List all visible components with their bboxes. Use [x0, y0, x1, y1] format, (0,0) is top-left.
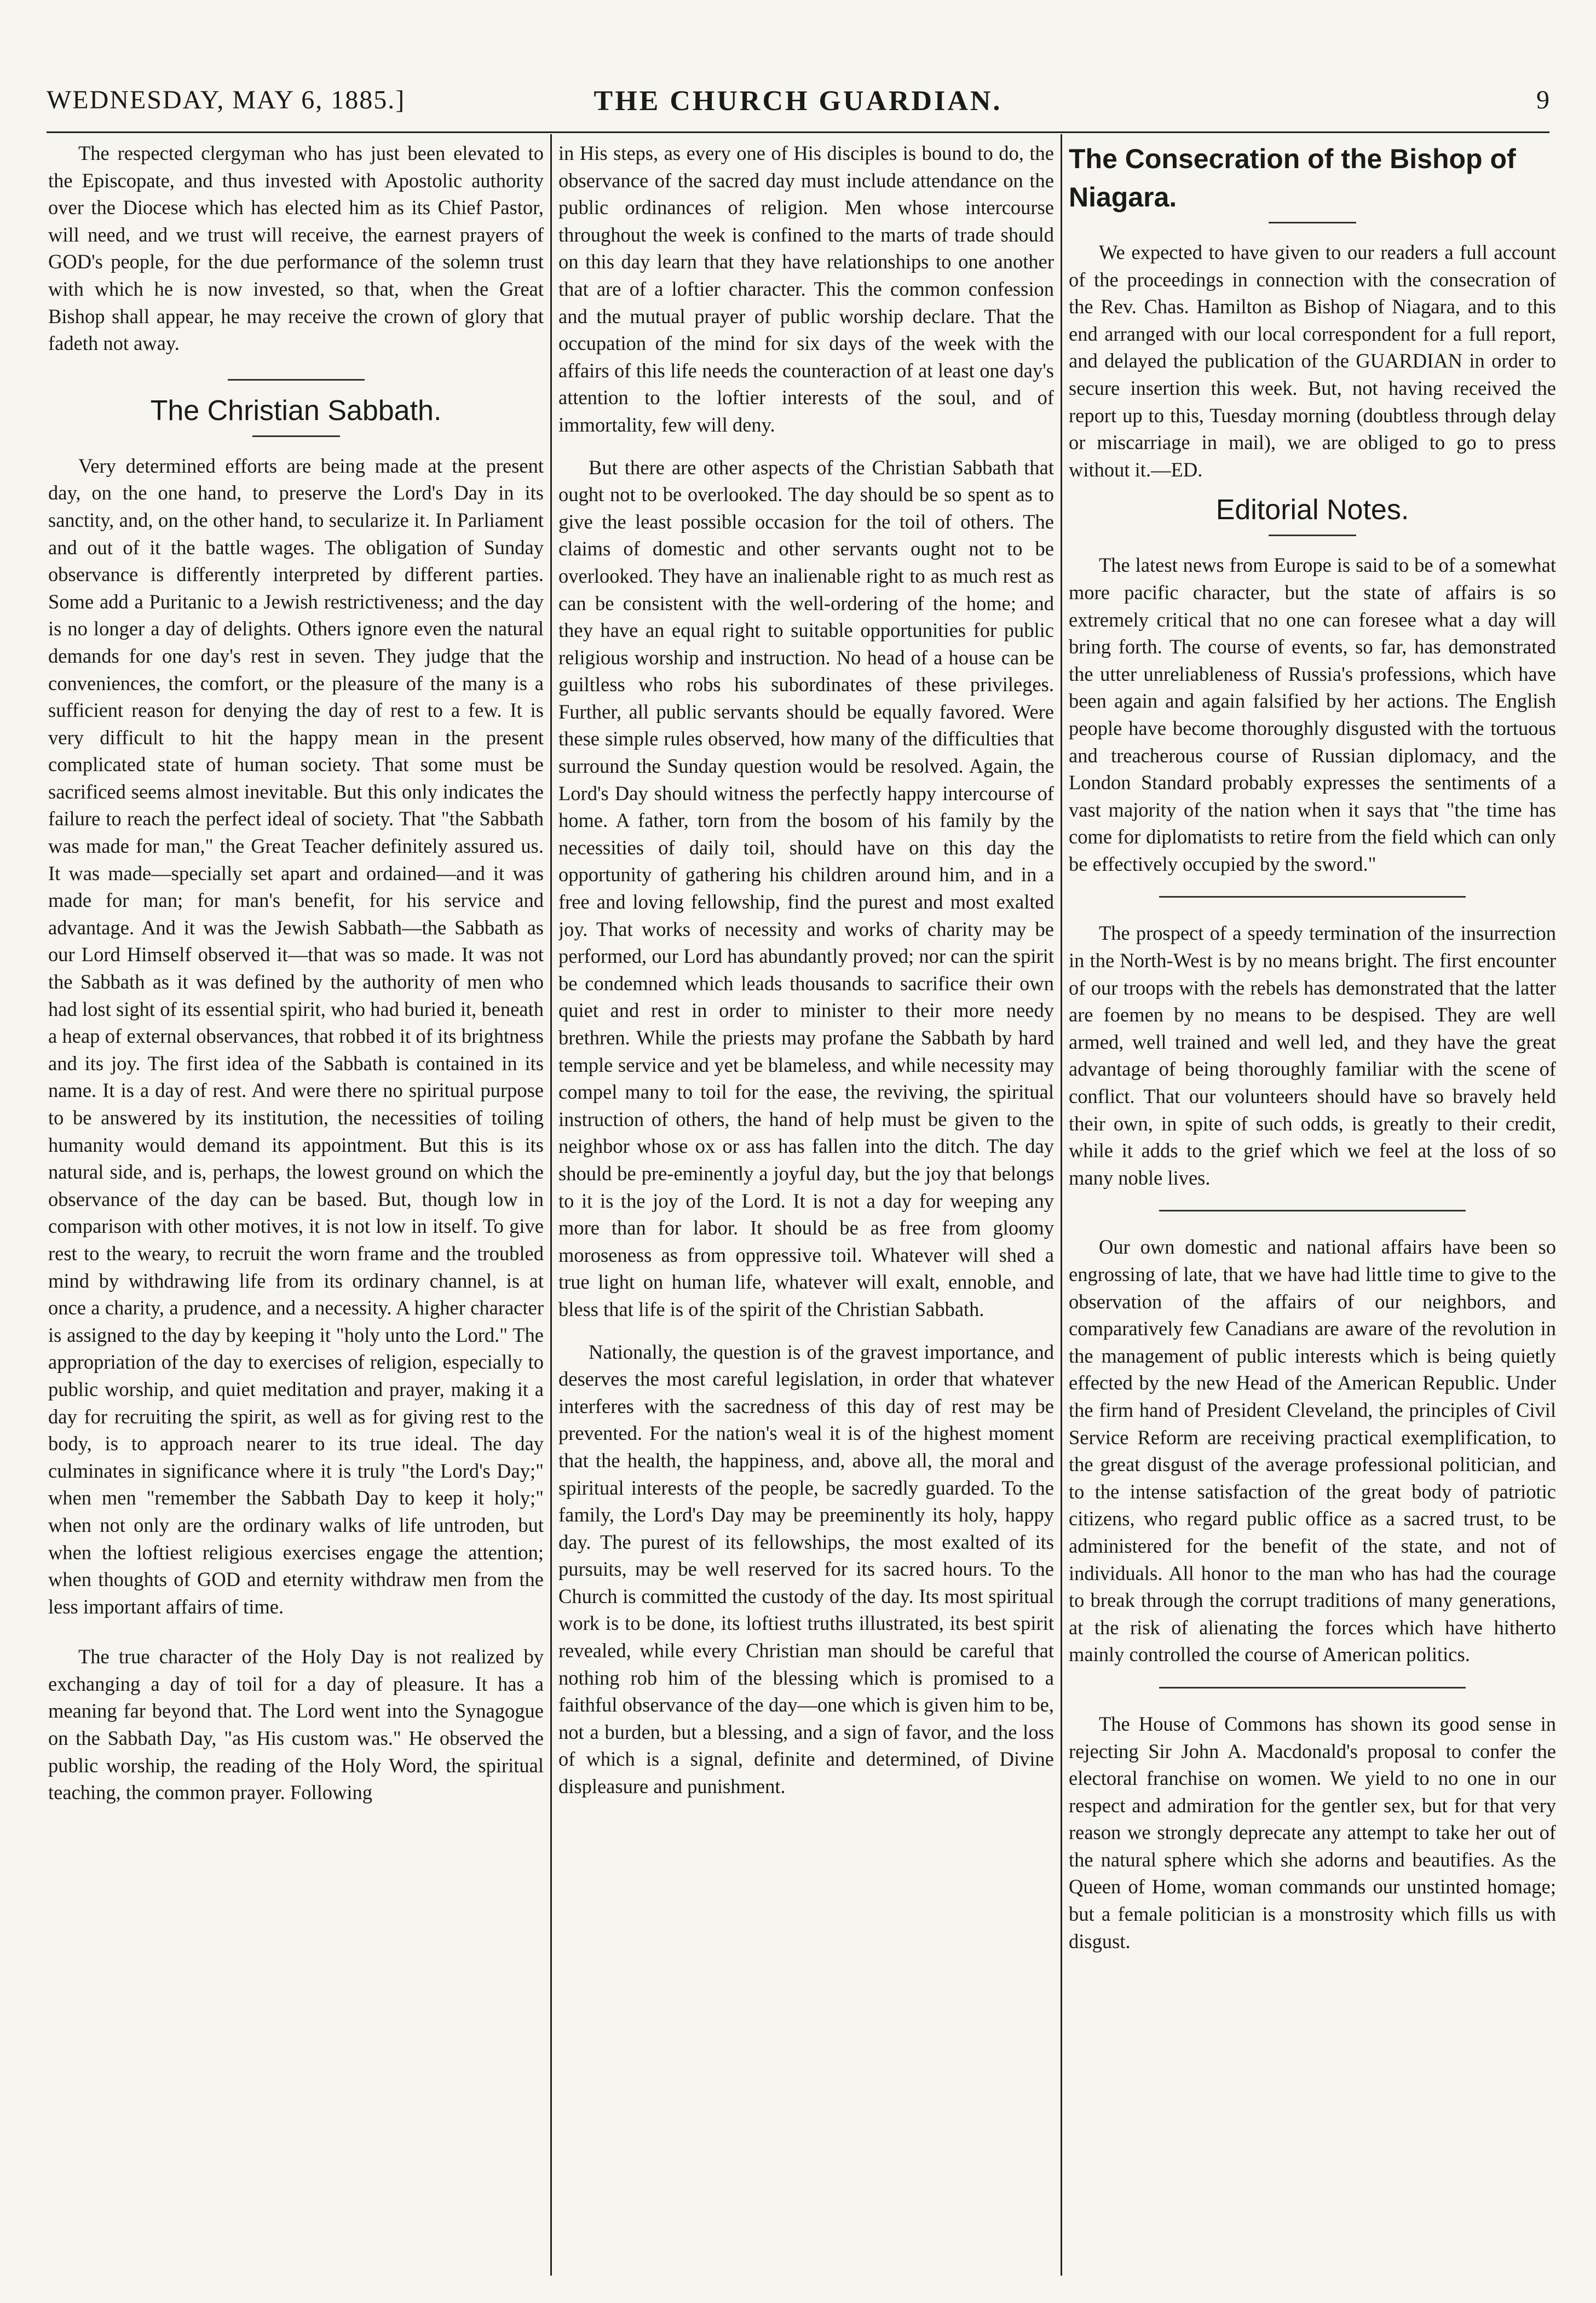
- column-2: [558, 140, 1054, 2276]
- sabbath-paragraph: Nationally, the question is of the gravest importance, and deserves the most careful legislation, in order that whatever interferes with the sacredness of this day of rest may be prevented. For the nation's weal it is of the highest moment that the health, the happiness, and, above all, the moral and spiritual interests of the people, be sacredly guarded. To the family, the Lord's Day may be preeminently its holy, happy day. The purest of its fellowships, the most exalted of its pursuits, may be well reserved for its sacred hours. To the Church is committed the custody of the day. Its most spiritual work is to be done, its loftiest truths illustrated, its best spirit revealed, while every Christian man should be careful that nothing rob him of the blessing which is promised to a faithful observance of the day—one which is given him to be, not a burden, but a blessing, and a sign of favor, and the loss of which is a signal, definite and determined, of Divine displeasure and punishment.: [558, 1340, 1054, 1798]
- editor-signature: —ED.: [1151, 458, 1203, 481]
- editorial-note-domestic-affairs: Our own domestic and national affairs have been so engrossing of late, that we have had little time to give to the observation of the affairs of our neighbors, and comparatively few Canadians are aware of the revolution in the management of public interests which is being quietly effected by the new Head of the American Republic. Under the firm hand of President Cleveland, the principles of Civil Service Reform are receiving practical exemplification, to the great disgust of the average professional politician, and to the intense satisfaction of the great body of patriotic citizens, who regard public office as a sacred trust, to be administered for the benefit of the state, and not of individuals. All honor to the man who has had the courage to break through the corrupt traditions of many generations, at the risk of alienating the forces which have hitherto mainly controlled the course of American politics.: [1069, 1236, 1556, 1666]
- article-heading-christian-sabbath: The Christian Sabbath.: [150, 394, 442, 427]
- column-1: [48, 140, 544, 2276]
- section-divider: [228, 379, 365, 381]
- consecration-paragraph: [1069, 239, 1556, 483]
- masthead: THE CHURCH GUARDIAN.: [594, 85, 1002, 117]
- issue-date: WEDNESDAY, MAY 6, 1885.]: [47, 85, 406, 114]
- editorial-note-europe: The latest news from Europe is said to be of a somewhat more pacific character, but the state of affairs is so extremely critical that no one can foresee what a day will bring forth. The course of events, so far, has demonstrated the utter unreliableness of Russia's professions, which have been again and again falsified by her actions. The English people have become thoroughly disgusted with the tortuous and treacherous course of Russian diplomacy, and the London Standard probably expresses the sentiments of a vast majority of the nation when it says that "the time has come for diplomatists to retire from the field which can only be effectively occupied by the sword.": [1069, 554, 1556, 875]
- page-number: 9: [1536, 85, 1549, 114]
- editorial-note-franchise: The House of Commons has shown its good sense in rejecting Sir John A. Macdonald's proposal to confer the electoral franchise on women. We yield to no one in our respect and admiration for the gentler sex, but for that very reason we strongly deprecate any attempt to take her out of the natural sphere which she adorns and beautifies. As the Queen of Home, woman commands our unstinted homage; but a female politician is a monstrosity which fills us with disgust.: [1069, 1712, 1556, 1952]
- consecration-text: We expected to have given to our readers a full account of the proceedings in connection with the consecration of the Rev. Chas. Hamilton as Bishop of Niagara, and to this end arranged with our local correspondent for a full report, and delayed the publication of the GUARDIAN in order to secure insertion this week. But, not having received the report up to this, Tuesday morning (doubtless through delay or miscarriage in mail), we are obliged to go to press without it.: [1069, 241, 1556, 481]
- sabbath-paragraph: in His steps, as every one of His disciples is bound to do, the observance of the sacred day must include attendance on the public ordinances of religion. Men whose intercourse throughout the week is confined to the marts of trade should on this day learn that they have relationships to one another that are of a loftier character. This the common confession and the mutual prayer of public worship declare. That the occupation of the mind for six days of the week with the affairs of this life needs the counteraction of at least one day's attention to the loftier interests of the soul, and of immortality, few will deny.: [558, 142, 1054, 436]
- sabbath-paragraph: The true character of the Holy Day is not realized by exchanging a day of toil for a day of pleasure. It has a meaning far beyond that. The Lord went into the Synagogue on the Sabbath Day, "as His custom was." He observed the public worship, the reading of the Holy Word, the spiritual teaching, the common prayer. Following: [48, 1645, 544, 1804]
- sabbath-paragraph: But there are other aspects of the Christian Sabbath that ought not to be overlooked. The day should be so spent as to give the least possible occasion for the toil of others. The claims of domestic and other servants ought not to be overlooked. They have an inalienable right to as much rest as can be consistent with the well-ordering of the home; and they have an equal right to suitable opportunities for public religious worship and instruction. No head of a house can be guiltless who robs his subordinates of these privileges. Further, all public servants should be equally favored. Were these simple rules observed, how many of the difficulties that surround the Sunday question would be resolved. Again, the Lord's Day should witness the perfectly happy intercourse of home. A father, torn from the bosom of his family by the necessities of daily toil, should have on this day the opportunity of gathering his children around him, and in a free and loving fellowship, find the purest and most exalted joy. That works of necessity and works of charity may be performed, our Lord has abundantly proved; nor can the spirit be condemned which leads thousands to sacrifice their own quiet and rest in order to minister to their more needy brethren. While the priests may profane the Sabbath by hard temple service and yet be blameless, and while necessity may compel many to toil for the ease, the reviving, the spiritual instruction of others, the hand of help must be given to the neighbor whose ox or ass has fallen into the ditch. The day should be pre-eminently a joyful day, but the joy that belongs to it is the joy of the Lord. It is not a day for weeping any more than for labor. It should be as free from gloomy moroseness as from oppressive toil. Whatever will shed a true light on human life, whatever will exalt, ennoble, and bless that life is of the spirit of the Christian Sabbath.: [558, 456, 1054, 1320]
- column-rule-1: [550, 134, 552, 2276]
- sabbath-paragraph: Very determined efforts are being made at the present day, on the one hand, to preserve the Lord's Day in its sanctity, and, on the other hand, to secularize it. In Parliament and out of it the battle wages. The obligation of Sunday observance is differently interpreted by different parties. Some add a Puritanic to a Jewish restrictiveness; and the day is no longer a day of delights. Others ignore even the natural demands for one day's rest in seven. They judge that the conveniences, the comfort, or the pleasure of the many is a sufficient reason for denying the day of rest to a few. It is very difficult to hit the happy mean in the present complicated state of human society. That some must be sacrificed seems almost inevitable. But this only indicates the failure to reach the perfect ideal of society. That "the Sabbath was made for man," the Great Teacher definitely assured us. It was made—specially set apart and ordained—and it was made for man; for man's benefit, for his service and advantage. And it was the Jewish Sabbath—the Sabbath as our Lord Himself observed it—that was so made. It was not the Sabbath as it was defined by the authority of men who had lost sight of its essential spirit, who had buried it, beneath a heap of external observances, that robbed it of its brightness and its joy. The first idea of the Sabbath is contained in its name. It is a day of rest. And were there no spiritual purpose to be answered by its institution, the necessities of toiling humanity would demand its appointment. But this is its natural side, and is, perhaps, the lowest ground on which the observance of the day can be based. But, though low in comparison with other motives, it is not low in itself. To give rest to the weary, to recruit the worn frame and the troubled mind by withdrawing life from its ordinary channel, is at once a charity, a prudence, and a necessity. A higher character is assigned to the day by keeping it "holy unto the Lord." The appropriation of the day to exercises of religion, especially to public worship, and quiet meditation and prayer, making it a day for recruiting the spirit, as well as for giving rest to the body, is to approach nearer to its true ideal. The day culminates in significance where it is truly "the Lord's Day;" when men "remember the Sabbath Day to keep it holy;" when not only are the ordinary walks of life untroden, but when the loftiest religious exercises engage the attention; when thoughts of GOD and eternity withdraw men from the less important affairs of time.: [48, 454, 544, 1618]
- article-heading-consecration: The Consecration of the Bishop of Niagara.: [1069, 143, 1516, 213]
- heading-rule: [252, 435, 340, 437]
- editorial-note-north-west: The prospect of a speedy termination of the insurrection in the North-West is by no means bright. The first encounter of our troops with the rebels has demonstrated that the latter are foemen by no means to be despised. They are well armed, well trained and well led, and they have the great advantage of being thoroughly familiar with the scene of conflict. That our volunteers should have so bravely held their own, in spite of such odds, is greatly to their credit, while it adds to the grief which we feel at the loss of so many noble lives.: [1069, 922, 1556, 1189]
- page-header: [47, 85, 1549, 134]
- bishop-prayer-paragraph: The respected clergyman who has just been elevated to the Episcopate, and thus invested with Apostolic authority over the Diocese which has elected him as its Chief Pastor, will need, and we trust will receive, the earnest prayers of GOD's people, for the due performance of the solemn trust with which he is now invested, so that, when the Great Bishop shall appear, he may receive the crown of glory that fadeth not away.: [48, 142, 544, 355]
- column-rule-2: [1061, 134, 1062, 2276]
- heading-rule: [1269, 535, 1356, 536]
- header-rule: [47, 131, 1549, 133]
- note-divider: [1159, 1210, 1466, 1211]
- heading-rule: [1269, 222, 1356, 223]
- note-divider: [1159, 896, 1466, 898]
- column-3: [1069, 140, 1556, 2276]
- note-divider: [1159, 1687, 1466, 1689]
- article-heading-editorial-notes: Editorial Notes.: [1215, 494, 1409, 526]
